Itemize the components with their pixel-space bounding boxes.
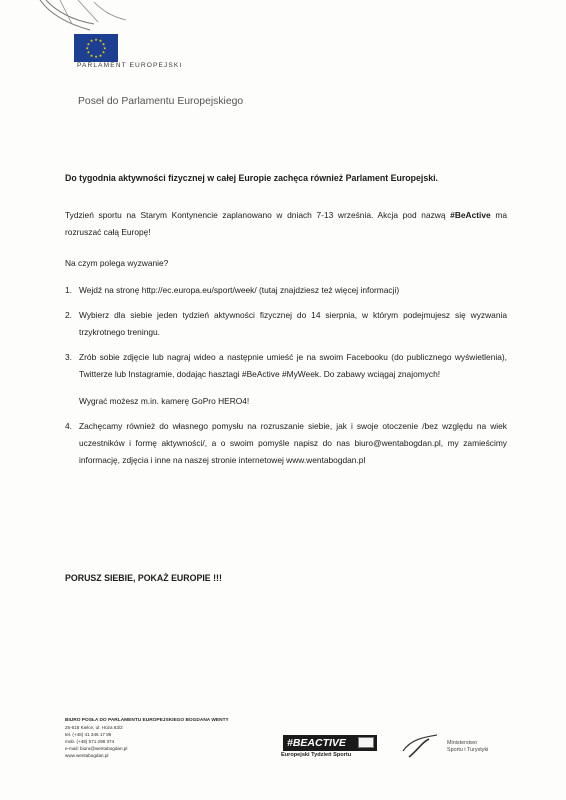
svg-text:★: ★ [85, 45, 89, 51]
parliament-logo-lines [38, 0, 128, 34]
eu-flag-icon [74, 34, 118, 62]
step-number: 4. [65, 421, 72, 431]
challenge-question: Na czym polega wyzwanie? [65, 258, 169, 268]
svg-text:★: ★ [94, 37, 98, 42]
campaign-subtitle: Europejski Tydzień Sportu [281, 752, 352, 758]
svg-text:★: ★ [98, 38, 103, 44]
document-headline: Do tygodnia aktywności fizycznej w całej Europie zachęca również Parlament Europejski. [65, 173, 439, 183]
svg-text:★: ★ [103, 45, 107, 51]
ministry-line-2: Sportu i Turystyki [447, 747, 489, 753]
prize-note: Wygrać możesz m.in. kamerę GoPro HERO4! [79, 396, 250, 406]
intro-text: Tydzień sportu na Starym Kontynencie zaplanowano w dniach 7-13 września. Akcja pod nazwą [65, 210, 451, 220]
office-title: BIURO POSŁA DO PARLAMENTU EUROPEJSKIEGO BOGDANA WENTY [65, 718, 229, 723]
intro-tail: ma rozruszać całą Europę! [65, 210, 507, 237]
step-text: Zachęcamy również do własnego pomysłu na rozruszanie siebie, jak i swoje otoczenie /bez względu na wiek uczestników i formę aktywności/, a o swoim pomyśle napisz do nas biuro@wentabogdan.pl, my zamieścimy informację, zdjęcia i inne na naszej stronie internetowej www.wentabogdan.pl [79, 421, 507, 465]
office-contact-block [65, 718, 275, 759]
ministry-logo-icon [401, 731, 439, 759]
office-email: e-mail: biuro@wentabogdan.pl [65, 745, 128, 751]
step-text: Wybierz dla siebie jeden tydzień aktywności fizycznej do 14 sierpnia, w którym podejmujesz się wyzwania trzykrotnego treningu. [79, 310, 507, 337]
svg-text:★: ★ [101, 41, 106, 47]
svg-text:★: ★ [86, 49, 91, 55]
list-item [65, 282, 507, 299]
office-phone: tel. (+48) 41 345 17 86 [65, 731, 112, 737]
list-item [65, 349, 507, 410]
svg-text:★: ★ [98, 52, 103, 58]
office-address: 25-618 Kielce, ul. Hoża 63/2 [65, 724, 123, 730]
ministry-line-1: Ministerstwo [447, 740, 477, 746]
svg-text:★: ★ [94, 54, 98, 59]
ministry-name [447, 740, 488, 754]
list-item [65, 418, 507, 469]
position-title: Poseł do Parlamentu Europejskiego [78, 96, 244, 107]
step-number: 1. [65, 285, 72, 295]
step-number: 2. [65, 310, 72, 320]
step-number: 3. [65, 352, 72, 362]
intro-paragraph [65, 207, 507, 241]
eu-flag-small-icon [358, 737, 374, 748]
office-website: www.wentabogdan.pl [65, 752, 109, 758]
office-mobile: mob. (+48) 571 298 374 [65, 738, 115, 744]
institution-name: PARLAMENT EUROPEJSKI [77, 62, 183, 69]
svg-text:★: ★ [89, 38, 94, 44]
campaign-hashtag: #BeActive [450, 210, 491, 220]
svg-text:★: ★ [86, 41, 91, 47]
step-text: Zrób sobie zdjęcie lub nagraj wideo a następnie umieść je na swoim Facebooku (do publicznego wyświetlenia), Twitterze lub Instagramie, dodając hasztagi #BeActive #MyWeek. Do zabawy wciągaj znajomych! [79, 352, 507, 379]
steps-list [65, 282, 507, 477]
svg-text:★: ★ [89, 52, 94, 58]
beactive-logo: #BEACTIVE [283, 735, 377, 751]
svg-text:★: ★ [101, 49, 106, 55]
step-text: Wejdź na stronę http://ec.europa.eu/sport/week/ (tutaj znajdziesz też więcej informacji) [79, 285, 400, 295]
closing-slogan: PORUSZ SIEBIE, POKAŻ EUROPIE !!! [65, 573, 222, 583]
list-item [65, 307, 507, 341]
